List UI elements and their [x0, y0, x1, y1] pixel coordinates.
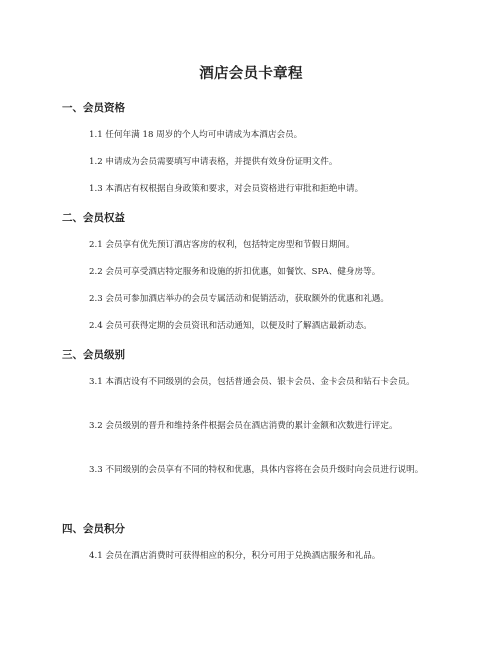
paragraph-2-3: 2.3 会员可参加酒店举办的会员专属活动和促销活动，获取额外的优惠和礼遇。 — [89, 294, 389, 304]
paragraph-2-1: 2.1 会员享有优先预订酒店客房的权利，包括特定房型和节假日期间。 — [89, 240, 355, 250]
paragraph-1-1: 1.1 任何年满 18 周岁的个人均可申请成为本酒店会员。 — [89, 130, 303, 140]
paragraph-2-4: 2.4 会员可获得定期的会员资讯和活动通知，以便及时了解酒店最新动态。 — [89, 321, 372, 331]
paragraph-3-2: 3.2 会员级别的晋升和维持条件根据会员在酒店消费的累计金额和次数进行评定。 — [89, 421, 398, 431]
paragraph-2-2: 2.2 会员可享受酒店特定服务和设施的折扣优惠，如餐饮、SPA、健身房等。 — [89, 267, 381, 277]
section-heading-membership-benefits: 二、会员权益 — [62, 212, 125, 224]
document-title: 酒店会员卡章程 — [199, 66, 303, 82]
paragraph-1-2: 1.2 申请成为会员需要填写申请表格，并提供有效身份证明文件。 — [89, 157, 338, 167]
section-heading-membership-levels: 三、会员级别 — [62, 349, 125, 361]
paragraph-4-1: 4.1 会员在酒店消费时可获得相应的积分，积分可用于兑换酒店服务和礼品。 — [89, 551, 381, 561]
paragraph-3-1: 3.1 本酒店设有不同级别的会员，包括普通会员、银卡会员、金卡会员和钻石卡会员。 — [89, 377, 415, 387]
paragraph-1-3: 1.3 本酒店有权根据自身政策和要求，对会员资格进行审批和拒绝申请。 — [89, 184, 364, 194]
section-heading-membership-points: 四、会员积分 — [62, 523, 125, 535]
section-heading-membership-eligibility: 一、会员资格 — [62, 102, 125, 114]
paragraph-3-3: 3.3 不同级别的会员享有不同的特权和优惠，具体内容将在会员升级时向会员进行说明。 — [89, 465, 424, 475]
